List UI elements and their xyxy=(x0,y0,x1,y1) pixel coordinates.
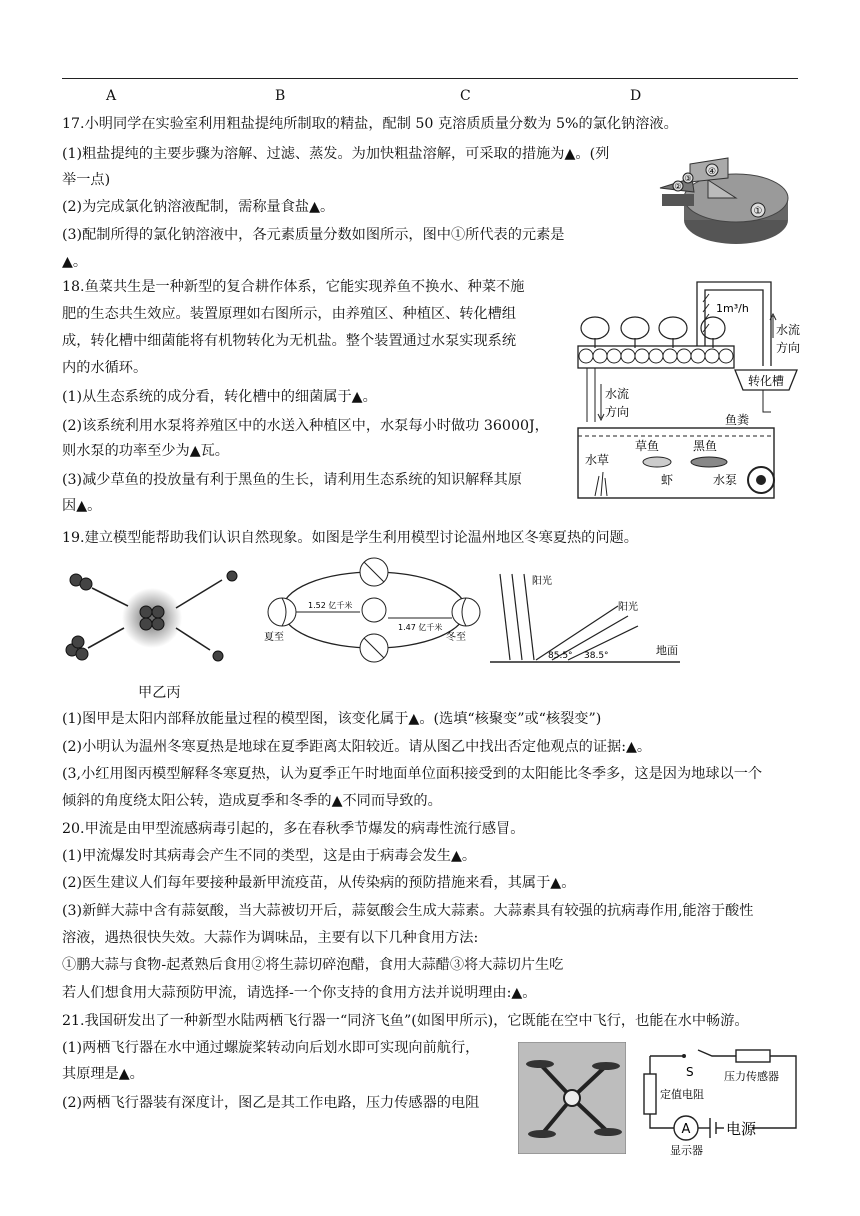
ammeter-label: A xyxy=(681,1122,691,1137)
top-rule xyxy=(62,78,798,79)
q17-part2: (2)为完成氯化钠溶液配制，需称量食盐▲。 xyxy=(62,199,335,215)
choice-label-a: A xyxy=(106,88,117,104)
q21-circuit-diagram xyxy=(640,1040,806,1158)
q18-stem-2: 肥的生态共生效应。装置原理如右图所示，由养殖区、种植区、转化槽组 xyxy=(62,306,517,322)
q19-part3-cont: 倾斜的角度绕太阳公转，造成夏季和冬季的▲不同而导致的。 xyxy=(62,793,442,809)
q19-fig-fusion xyxy=(58,562,244,672)
flow-rate-label: 1m³/h xyxy=(716,302,749,315)
q21-aircraft-photo xyxy=(518,1042,626,1154)
q17-part1-cont: 举一点) xyxy=(62,172,111,188)
q17-stem: 17.小明同学在实验室利用粗盐提纯所制取的精盐，配制 50 克溶质质量分数为 5%的氯化钠溶液。 xyxy=(62,116,678,132)
q19-fig-sunlight xyxy=(488,566,698,670)
q20-part2: (2)医生建议人们每年要接种最新甲流疫苗，从传染病的预防措施来看，其属于▲。 xyxy=(62,875,576,891)
q17-part3: (3)配制所得的氯化钠溶液中，各元素质量分数如图所示，图中①所代表的元素是 xyxy=(62,227,565,243)
flow-dir-left-2: 方向 xyxy=(605,405,630,419)
snakehead-label: 黑鱼 xyxy=(693,439,718,453)
dist-near-label: 1.47 亿千米 xyxy=(398,623,443,632)
pump-label: 水泵 xyxy=(713,473,738,487)
q19-figure-caption: 甲乙丙 xyxy=(138,685,181,701)
q20-part1: (1)甲流爆发时其病毒会产生不同的类型，这是由于病毒会发生▲。 xyxy=(62,848,477,864)
fixed-resistor-label: 定值电阻 xyxy=(660,1088,704,1101)
q17-pie-chart xyxy=(648,140,798,258)
choice-label-d: D xyxy=(630,88,642,104)
pie-label-4: ④ xyxy=(707,167,717,177)
q18-part2: (2)该系统利用水泵将养殖区中的水送入种植区中，水泵每小时做功 36000J， xyxy=(62,418,549,434)
tank-label: 转化槽 xyxy=(747,374,785,388)
q18-part1: (1)从生态系统的成分看，转化槽中的细菌属于▲。 xyxy=(62,389,377,405)
pie-label-1: ① xyxy=(753,206,763,217)
q20-part3-cont: 溶液，遇热很快失效。大蒜作为调味品，主要有以下几种食用方法: xyxy=(62,930,479,946)
pressure-sensor-label: 压力传感器 xyxy=(724,1070,779,1083)
water-weed-label: 水草 xyxy=(585,453,610,467)
pie-label-2: ② xyxy=(674,182,682,191)
q19-part1: (1)图甲是太阳内部释放能量过程的模型图，该变化属于▲。(选填“核聚变”或“核裂变”) xyxy=(62,711,602,727)
q19-fig-orbit xyxy=(260,556,486,676)
q19-intro: 19.建立模型能帮助我们认识自然现象。如图是学生利用模型讨论温州地区冬寒夏热的问题。 xyxy=(62,530,638,546)
q19-part3: (3,小红用图丙模型解释冬寒夏热，认为夏季正午时地面单位面积接受到的太阳能比冬季多，这是因为地球以一个 xyxy=(62,766,763,782)
q18-part2-cont: 则水泵的功率至少为▲瓦。 xyxy=(62,443,229,459)
shrimp-label: 虾 xyxy=(661,473,674,487)
flow-dir-right-1: 水流 xyxy=(776,323,801,337)
feces-label: 鱼粪 xyxy=(725,413,750,427)
power-source-label: 电源 xyxy=(726,1120,757,1138)
grass-carp-label: 草鱼 xyxy=(635,439,660,453)
q19-part2: (2)小明认为温州冬寒夏热是地球在夏季距离太阳较近。请从图乙中找出否定他观点的证据:▲。 xyxy=(62,739,652,755)
q18-part3-cont: 因▲。 xyxy=(62,498,102,514)
angle-38-label: 38.5° xyxy=(584,651,609,661)
q20-part3: (3)新鲜大蒜中含有蒜氨酸，当大蒜被切开后，蒜氨酸会生成大蒜素。大蒜素具有较强的抗病毒作用,能溶于酸性 xyxy=(62,903,754,919)
switch-label: S xyxy=(686,1065,694,1079)
q21-part1: (1)两栖飞行器在水中通过螺旋桨转动向后划水即可实现向前航行， xyxy=(62,1040,480,1056)
ground-label: 地面 xyxy=(656,644,678,657)
sunlight-label-1: 阳光 xyxy=(532,576,552,587)
pie-label-3: ③ xyxy=(684,174,692,183)
q18-aquaponics-diagram xyxy=(575,272,803,502)
winter-solstice-label: 冬至 xyxy=(446,632,466,643)
sunlight-label-2: 阳光 xyxy=(618,602,638,613)
display-label: 显示器 xyxy=(670,1144,703,1157)
choice-label-b: B xyxy=(275,88,286,104)
summer-solstice-label: 夏至 xyxy=(264,632,284,643)
q17-part3-cont: ▲。 xyxy=(62,254,88,270)
q21-part1-cont: 其原理是▲。 xyxy=(62,1066,144,1082)
q18-part3: (3)减少草鱼的投放量有利于黑鱼的生长，请利用生态系统的知识解释其原 xyxy=(62,472,522,488)
dist-far-label: 1.52 亿千米 xyxy=(308,601,353,610)
flow-dir-right-2: 方向 xyxy=(776,341,801,355)
choice-label-c: C xyxy=(460,88,471,104)
q18-stem-4: 内的水循环。 xyxy=(62,360,148,376)
q20-methods: ①鹏大蒜与食物-起煮熟后食用②将生蒜切碎泡醋，食用大蒜醋③将大蒜切片生吃 xyxy=(62,957,564,973)
q21-part2: (2)两栖飞行器装有深度计，图乙是其工作电路，压力传感器的电阻 xyxy=(62,1095,480,1111)
q20-stem: 20.甲流是由甲型流感病毒引起的，多在春秋季节爆发的病毒性流行感冒。 xyxy=(62,821,525,837)
angle-85-label: 85.5° xyxy=(548,651,573,661)
q17-part1: (1)粗盐提纯的主要步骤为溶解、过滤、蒸发。为加快粗盐溶解，可采取的措施为▲。(列 xyxy=(62,146,610,162)
flow-dir-left-1: 水流 xyxy=(605,387,630,401)
q18-stem-3: 成，转化槽中细菌能将有机物转化为无机盐。整个装置通过水泵实现系统 xyxy=(62,333,517,349)
q21-stem: 21.我国研发出了一种新型水陆两栖飞行器一“同济飞鱼”(如图甲所示)，它既能在空中飞行，也能在水中畅游。 xyxy=(62,1013,749,1029)
q18-stem-1: 18.鱼菜共生是一种新型的复合耕作体系，它能实现养鱼不换水、种菜不施 xyxy=(62,279,525,295)
q20-question: 若人们想食用大蒜预防甲流，请选择-一个你支持的食用方法并说明理由:▲。 xyxy=(62,985,537,1001)
